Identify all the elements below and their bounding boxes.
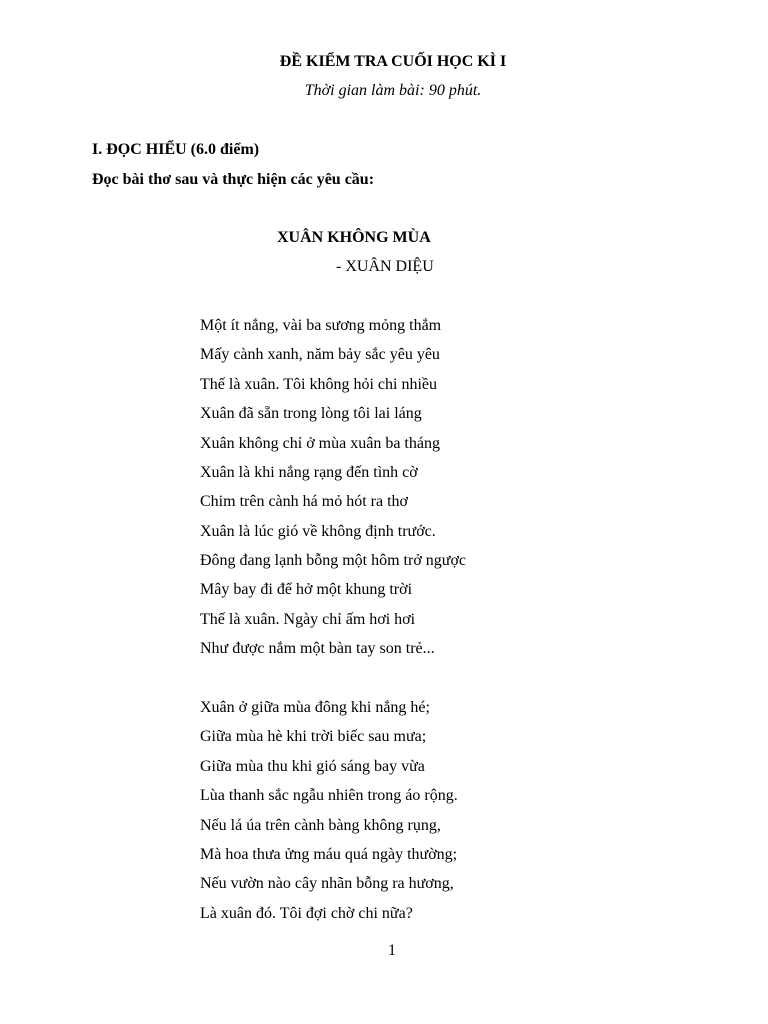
poem-line: Nếu lá úa trên cành bàng không rụng, (200, 817, 441, 834)
poem-line: Một ít nắng, vài ba sương mỏng thắm (200, 317, 442, 334)
poem-author: - XUÂN DIỆU (336, 258, 434, 275)
poem-line: Thế là xuân. Tôi không hỏi chi nhiều (200, 376, 437, 393)
poem-line: Thế là xuân. Ngày chỉ ấm hơi hơi (200, 611, 416, 628)
time-note: Thời gian làm bài: 90 phút. (304, 82, 482, 99)
poem-line: Như được nắm một bàn tay son trẻ... (200, 640, 435, 657)
section-heading: I. ĐỌC HIỂU (6.0 điểm) (92, 141, 260, 158)
poem-line: Giữa mùa thu khi gió sáng bay vừa (200, 758, 425, 775)
poem-line: Xuân là khi nắng rạng đến tình cờ (200, 464, 418, 481)
poem-title: XUÂN KHÔNG MÙA (277, 229, 431, 246)
page-number: 1 (388, 942, 396, 959)
poem-line: Mà hoa thưa ửng máu quá ngày thường; (200, 846, 458, 863)
poem-line: Xuân ở giữa mùa đông khi nắng hé; (200, 699, 430, 716)
poem-line: Là xuân đó. Tôi đợi chờ chi nữa? (200, 905, 413, 922)
poem-line: Nếu vườn nào cây nhãn bỗng ra hương, (200, 875, 454, 892)
poem-line: Xuân là lúc gió về không định trước. (200, 523, 436, 540)
poem-line: Xuân không chỉ ở mùa xuân ba tháng (200, 435, 440, 452)
section-instruction: Đọc bài thơ sau và thực hiện các yêu cầu: (92, 171, 375, 188)
poem-line: Đông đang lạnh bỗng một hôm trở ngược (200, 552, 467, 569)
poem-line: Giữa mùa hè khi trời biếc sau mưa; (200, 728, 427, 745)
poem-line: Chim trên cành há mỏ hót ra thơ (200, 493, 408, 510)
exam-title: ĐỀ KIỂM TRA CUỐI HỌC KÌ I (279, 53, 507, 70)
poem-line: Mấy cành xanh, năm bảy sắc yêu yêu (200, 346, 440, 363)
poem-line: Xuân đã sẵn trong lòng tôi lai láng (200, 405, 422, 422)
poem-line: Lùa thanh sắc ngẫu nhiên trong áo rộng. (200, 787, 458, 804)
poem-line: Mây bay đi để hở một khung trời (200, 581, 413, 598)
